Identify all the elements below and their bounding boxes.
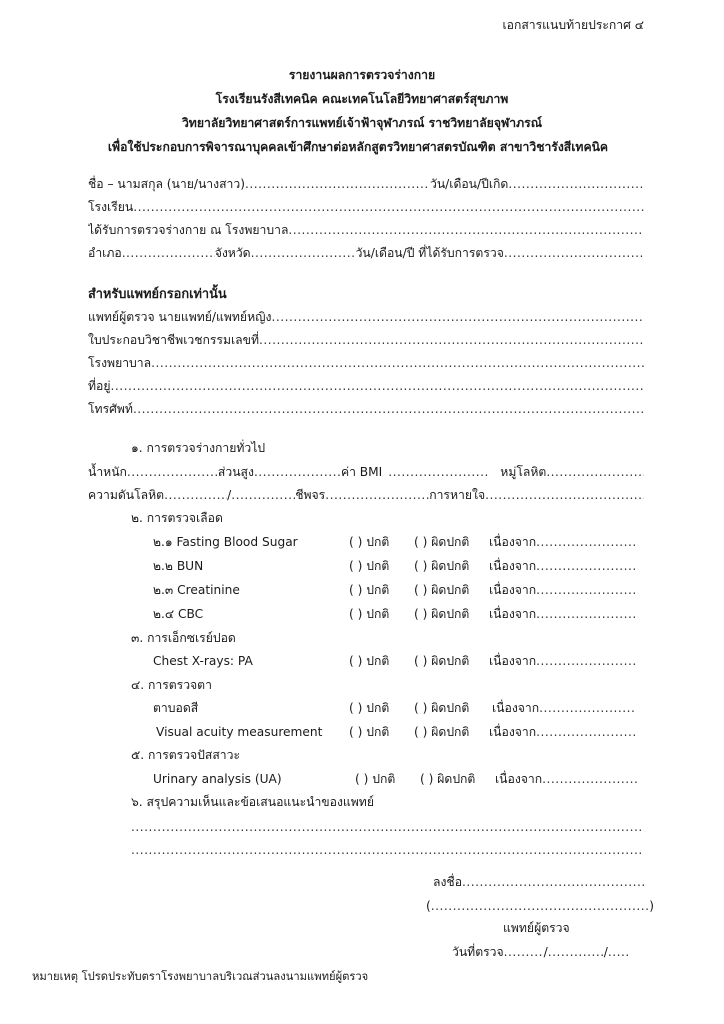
color-blindness-label: ตาบอดสี [153,701,199,715]
abnormal-reason-field[interactable]: เนื่องจาก..... [489,580,638,600]
visual-acuity-label: Visual acuity measurement [156,725,323,739]
abnormal-checkbox[interactable]: ( ) ผิดปกติ [420,772,476,786]
abnormal-checkbox[interactable]: ( ) ผิดปกติ [414,725,470,739]
abnormal-checkbox[interactable]: ( ) ผิดปกติ [414,701,470,715]
summary-line-2[interactable] [131,840,644,860]
footer-note: หมายเหตุ โปรดประทับตราโรงพยาบาลบริเวณส่วนลงนามแพทย์ผู้ตรวจ [32,970,369,983]
normal-checkbox[interactable]: ( ) ปกติ [349,701,390,715]
location-date-field[interactable]: อำเภอ ..... จังหวัด ..... วัน/เดือน/ปี ที่ได้รับการตรวจ ..... [88,243,644,263]
exam-hospital-field[interactable]: ได้รับการตรวจร่างกาย ณ โรงพยาบาล ..... [88,220,644,240]
eye-exam-heading: ๔. การตรวจตา [131,678,212,692]
examiner-role-label: แพทย์ผู้ตรวจ [503,921,570,935]
xray-heading: ๓. การเอ็กซเรย์ปอด [131,631,236,645]
form-title: รายงานผลการตรวจร่างกาย [288,68,436,82]
chest-xray-label: Chest X-rays: PA [153,654,253,668]
school-title: โรงเรียนรังสีเทคนิค คณะเทคโนโลยีวิทยาศาสตร์สุขภาพ [215,92,509,106]
school-field[interactable]: โรงเรียน ..... [88,197,644,217]
abnormal-checkbox[interactable]: ( ) ผิดปกติ [414,654,470,668]
phone-field[interactable]: โทรศัพท์ ..... [88,399,644,419]
abnormal-reason-field[interactable]: เนื่องจาก..... [489,604,638,624]
exam-date-field[interactable]: วันที่ตรวจ ..... / ..... / ..... [452,942,631,962]
normal-checkbox[interactable]: ( ) ปกติ [355,772,396,786]
abnormal-reason-field[interactable]: เนื่องจาก..... [492,698,635,718]
urinalysis-label: Urinary analysis (UA) [153,772,282,786]
abnormal-reason-field[interactable]: เนื่องจาก..... [489,532,638,552]
abnormal-checkbox[interactable]: ( ) ผิดปกติ [414,559,470,573]
abnormal-checkbox[interactable]: ( ) ผิดปกติ [414,535,470,549]
vitals-row-1[interactable]: น้ำหนัก ..... ส่วนสูง ..... ค่า BMI ..... หมู่โลหิต ..... [88,462,644,482]
normal-checkbox[interactable]: ( ) ปกติ [349,654,390,668]
address-field[interactable]: ที่อยู่ ..... [88,376,644,396]
license-field[interactable]: ใบประกอบวิชาชีพเวชกรรมเลขที่ ..... [88,330,644,350]
normal-checkbox[interactable]: ( ) ปกติ [349,535,390,549]
normal-checkbox[interactable]: ( ) ปกติ [349,607,390,621]
blood-item-label: ๒.๑ Fasting Blood Sugar [153,535,298,549]
summary-line-1[interactable] [131,817,644,837]
college-title: วิทยาลัยวิทยาศาสตร์การแพทย์เจ้าฟ้าจุฬาภรณ์ ราชวิทยาลัยจุฬาภรณ์ [181,116,543,130]
signature-field[interactable]: ลงชื่อ ..... [433,872,645,892]
doctor-section-heading: สำหรับแพทย์กรอกเท่านั้น [88,287,227,302]
blood-test-heading: ๒. การตรวจเลือด [131,511,223,525]
vitals-row-2[interactable]: ความดันโลหิต ..... / ..... ชีพจร ..... การหายใจ ..... [88,485,644,505]
blood-item-label: ๒.๒ BUN [153,559,204,573]
general-exam-heading: ๑. การตรวจร่างกายทั่วไป [131,441,266,455]
purpose-title: เพื่อใช้ประกอบการพิจารณาบุคคลเข้าศึกษาต่อหลักสูตรวิทยาศาสตรบัณฑิต สาขาวิชารังสีเทคนิค [107,140,609,154]
name-field[interactable]: ชื่อ – นามสกุล (นาย/นางสาว) ..... วัน/เดือน/ปีเกิด ..... [88,174,644,194]
abnormal-checkbox[interactable]: ( ) ผิดปกติ [414,607,470,621]
doctor-hospital-field[interactable]: โรงพยาบาล ..... [88,353,644,373]
normal-checkbox[interactable]: ( ) ปกติ [349,583,390,597]
blood-item-label: ๒.๓ Creatinine [153,583,240,597]
abnormal-reason-field[interactable]: เนื่องจาก..... [489,722,638,742]
attachment-label: เอกสารแนบท้ายประกาศ ๔ [502,18,644,32]
abnormal-checkbox[interactable]: ( ) ผิดปกติ [414,583,470,597]
urine-exam-heading: ๕. การตรวจปัสสาวะ [131,748,241,762]
examiner-field[interactable]: แพทย์ผู้ตรวจ นายแพทย์/แพทย์หญิง ..... [88,307,644,327]
signer-name-field[interactable]: ( ..... ) [426,896,654,916]
abnormal-reason-field[interactable]: เนื่องจาก..... [489,651,638,671]
abnormal-reason-field[interactable]: เนื่องจาก..... [489,556,638,576]
normal-checkbox[interactable]: ( ) ปกติ [349,559,390,573]
abnormal-reason-field[interactable]: เนื่องจาก..... [495,769,638,789]
blood-item-label: ๒.๔ CBC [153,607,204,621]
normal-checkbox[interactable]: ( ) ปกติ [349,725,390,739]
summary-heading: ๖. สรุปความเห็นและข้อเสนอแนะนำของแพทย์ [131,795,374,809]
